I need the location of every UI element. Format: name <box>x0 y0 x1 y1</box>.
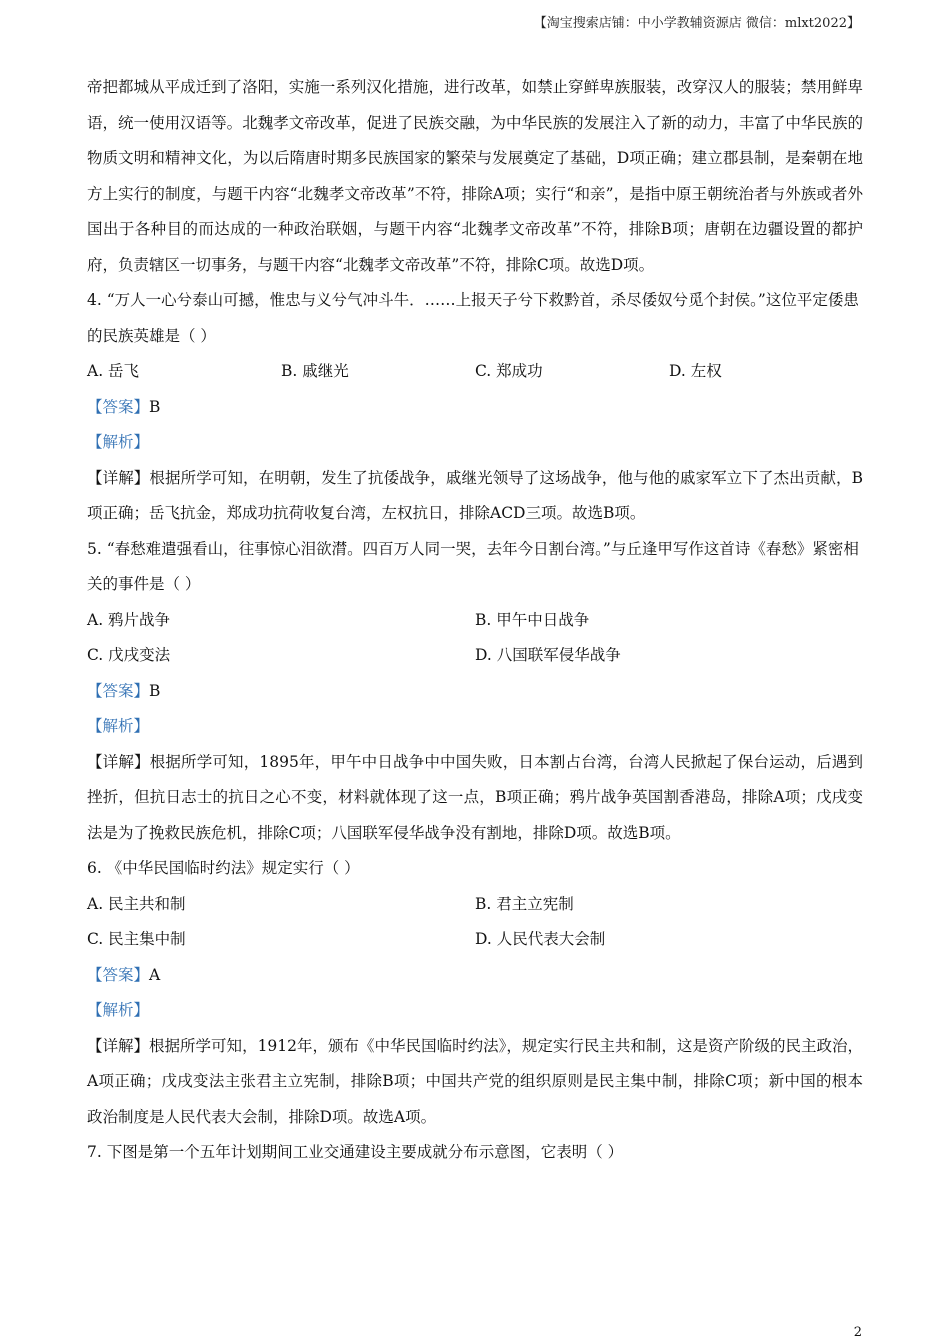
options-row-1 <box>87 887 863 923</box>
answer-label: 【答案】 <box>87 397 150 416</box>
question-stem: 6. 《中华民国临时约法》规定实行（ ） <box>87 859 360 877</box>
option-c: C. 郑成功 <box>475 362 543 380</box>
page-number: 2 <box>853 1325 862 1340</box>
answer-line <box>87 958 863 994</box>
analysis-label: 【解析】 <box>87 433 150 451</box>
detail-text: 根据所学可知，在明朝，发生了抗倭战争，戚继光领导了这场战争，他与他的戚家军立下了杰出贡献，B项正确；岳飞抗金，郑成功抗荷收复台湾，左权抗日，排除ACD三项。故选B项。 <box>87 468 863 522</box>
option-d: D. 人民代表大会制 <box>475 930 606 948</box>
question-stem: 7. 下图是第一个五年计划期间工业交通建设主要成就分布示意图，它表明（ ） <box>87 1143 624 1161</box>
option-d: D. 左权 <box>669 362 722 380</box>
analysis-line <box>87 993 863 1029</box>
option-b: B. 戚继光 <box>281 362 349 380</box>
question-stem: 4. “万人一心兮泰山可撼，惟忠与义兮气冲斗牛．……上报天子兮下救黔首，杀尽倭奴兮觅个封侯。”这位平定倭患的民族英雄是（ ） <box>87 291 859 345</box>
options-row-2 <box>87 922 863 958</box>
option-d: D. 八国联军侵华战争 <box>475 646 621 664</box>
question-5 <box>87 532 863 852</box>
analysis-label: 【解析】 <box>87 1001 150 1019</box>
question-7 <box>87 1135 863 1171</box>
document-body <box>87 70 863 1171</box>
answer-value: B <box>149 397 161 416</box>
detail-line <box>87 1029 863 1136</box>
answer-value: A <box>149 965 161 984</box>
question-4 <box>87 283 863 532</box>
option-a: A. 鸦片战争 <box>87 610 171 629</box>
question-6 <box>87 851 863 1135</box>
q3-explanation-continued: 帝把都城从平成迁到了洛阳，实施一系列汉化措施，进行改革，如禁止穿鲜卑族服装，改穿汉人的服装；禁用鲜卑语，统一使用汉语等。北魏孝文帝改革，促进了民族交融，为中华民族的发展注入了新的动力，丰富了中华民族的物质文明和精神文化，为以后隋唐时期多民族国家的繁荣与发展奠定了基础，D项正确；建立郡县制，是秦朝在地方上实行的制度，与题干内容“北魏孝文帝改革”不符，排除A项；实行“和亲”，是指中原王朝统治者与外族或者外国出于各种目的而达成的一种政治联姻，与题干内容“北魏孝文帝改革”不符，排除B项；唐朝在边疆设置的都护府，负责辖区一切事务，与题干内容“北魏孝文帝改革”不符，排除C项。故选D项。 <box>87 78 863 274</box>
options-row-1 <box>87 603 863 639</box>
option-a: A. 岳飞 <box>87 362 140 380</box>
analysis-label: 【解析】 <box>87 717 150 735</box>
detail-label: 【详解】 <box>87 468 150 487</box>
question-stem: 5. “春愁难遣强看山，往事惊心泪欲潸。四百万人同一哭，去年今日割台湾。”与丘逢甲写作这首诗《春愁》紧密相关的事件是（ ） <box>87 539 859 593</box>
page-header: 【淘宝搜索店铺：中小学教辅资源店 微信：mlxt2022】 <box>533 16 860 31</box>
answer-line <box>87 674 863 710</box>
analysis-line <box>87 425 863 461</box>
option-b: B. 甲午中日战争 <box>475 610 590 629</box>
option-a: A. 民主共和制 <box>87 894 186 913</box>
detail-text: 根据所学可知，1912年，颁布《中华民国临时约法》，规定实行民主共和制，这是资产阶级的民主政治，A项正确；戊戌变法主张君主立宪制，排除B项；中国共产党的组织原则是民主集中制，排除C项；新中国的根本政治制度是人民代表大会制，排除D项。故选A项。 <box>87 1036 863 1126</box>
answer-value: B <box>149 681 161 700</box>
options <box>87 354 863 390</box>
detail-label: 【详解】 <box>87 752 150 771</box>
option-c: C. 民主集中制 <box>87 930 186 948</box>
options-row-2 <box>87 638 863 674</box>
option-c: C. 戊戌变法 <box>87 646 171 664</box>
detail-text: 根据所学可知，1895年，甲午中日战争中中国失败，日本割占台湾，台湾人民掀起了保台运动，后遇到挫折，但抗日志士的抗日之心不变，材料就体现了这一点，B项正确；鸦片战争英国割香港岛，排除A项；戊戌变法是为了挽救民族危机，排除C项；八国联军侵华战争没有割地，排除D项。故选B项。 <box>87 752 863 842</box>
option-b: B. 君主立宪制 <box>475 894 574 913</box>
detail-line <box>87 745 863 852</box>
detail-line <box>87 461 863 532</box>
answer-line <box>87 390 863 426</box>
answer-label: 【答案】 <box>87 681 150 700</box>
analysis-line <box>87 709 863 745</box>
detail-label: 【详解】 <box>87 1036 150 1055</box>
answer-label: 【答案】 <box>87 965 150 984</box>
